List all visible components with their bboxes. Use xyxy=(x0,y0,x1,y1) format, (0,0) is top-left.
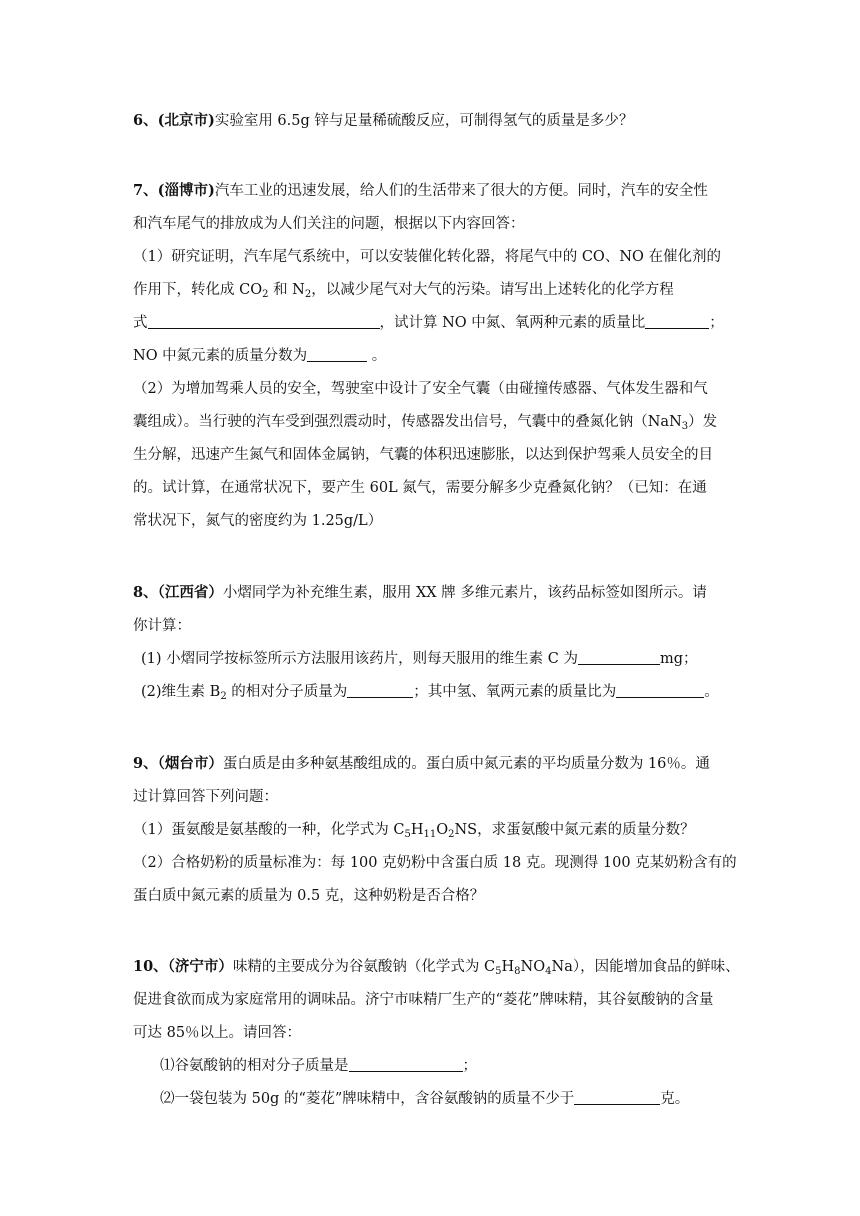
q9-part2-line-1: （2）合格奶粉的质量标准为：每 100 克奶粉中含蛋白质 18 克。现测得 100 克某奶粉含有的 xyxy=(133,855,737,871)
q7-part2-line-2: 囊组成）。当行驶的汽车受到强烈震动时，传感器发出信号，气囊中的叠氮化钠（NaN$_3$）发 xyxy=(133,414,718,432)
vitamin-c-blank[interactable] xyxy=(578,650,660,665)
q8-line-1: 8、（江西省）小熠同学为补充维生素，服用 XX 牌 多维元素片，该药品标签如图所示。请 xyxy=(133,584,707,601)
q8-source: （江西省） xyxy=(157,584,223,601)
q9-part1: （1）蛋氨酸是氨基酸的一种，化学式为 $C_5H_{11}O_2NS$，求蛋氨酸中氮元素的质量分数？ xyxy=(133,822,695,840)
q8-part1: (1) 小熠同学按标签所示方法服用该药片，则每天服用的维生素 C 为 mg； xyxy=(141,651,698,667)
q10-line-2: 促进食欲而成为家庭常用的调味品。济宁市味精厂生产的“菱花”牌味精，其谷氨酸钠的含量 xyxy=(133,992,714,1008)
q7-line-2: 和汽车尾气的排放成为人们关注的问题，根据以下内容回答： xyxy=(133,216,525,232)
hydrogen-oxygen-ratio-blank[interactable] xyxy=(616,683,704,698)
q9-line-1: 9、（烟台市）蛋白质是由多种氨基酸组成的。蛋白质中氮元素的平均质量分数为 16％。通 xyxy=(133,755,710,772)
equation-blank[interactable] xyxy=(148,314,380,329)
q6-number: 6、 xyxy=(133,112,158,129)
q8-line-2: 你计算： xyxy=(133,618,191,634)
q10-part1: ⑴谷氨酸钠的相对分子质量是 ； xyxy=(160,1058,477,1074)
q9-number: 9、 xyxy=(133,755,158,772)
q6-line xyxy=(133,111,733,131)
q10-part2: ⑵一袋包装为 50g 的“菱花”牌味精中，含谷氨酸钠的质量不少于 克。 xyxy=(160,1091,690,1107)
q7-part1-line-1: （1）研究证明，汽车尾气系统中，可以安装催化转化器，将尾气中的 CO、NO 在催化剂的 xyxy=(133,249,721,265)
q9-source: （烟台市） xyxy=(157,755,223,772)
q7-part2-line-1: （2）为增加驾乘人员的安全，驾驶室中设计了安全气囊（由碰撞传感器、气体发生器和气 xyxy=(133,381,708,397)
msg-molecular-mass-blank[interactable] xyxy=(349,1057,463,1072)
q7-number: 7、 xyxy=(133,182,158,199)
q8-part2: (2)维生素 $B_2$ 的相对分子质量为 ；其中氢、氧两元素的质量比为 。 xyxy=(141,684,719,702)
q9-line-2: 过计算回答下列问题： xyxy=(133,789,278,805)
q7-part1-line-2: 作用下，转化成 $CO_2$ 和 $N_2$，以减少尾气对大气的污染。请写出上述转化的化学方程 xyxy=(133,282,674,300)
q6-text: 实验室用 6.5g 锌与足量稀硫酸反应，可制得氢气的质量是多少？ xyxy=(214,113,634,129)
msg-mass-blank[interactable] xyxy=(574,1090,660,1105)
q7-source: (淄博市) xyxy=(157,182,215,199)
q7-part2-line-4: 的。试计算，在通常状况下，要产生 60L 氮气，需要分解多少克叠氮化钠？（已知：在通 xyxy=(133,480,707,496)
q7-part1-line-4: NO 中氮元素的质量分数为 。 xyxy=(133,348,387,364)
q7-part1-line-3: 式 ，试计算 NO 中氮、氧两种元素的质量比 ； xyxy=(133,315,724,331)
q7-line-1: 7、(淄博市)汽车工业的迅速发展，给人们的生活带来了很大的方便。同时，汽车的安全性 xyxy=(133,182,708,199)
q7-part2-line-5: 常状况下，氮气的密度约为 1.25g/L） xyxy=(133,513,383,529)
q10-line-3: 可达 85％以上。请回答： xyxy=(133,1025,302,1041)
q10-source: （济宁市） xyxy=(167,958,233,975)
q7-part2-line-3: 生分解，迅速产生氮气和固体金属钠，气囊的体积迅速膨胀，以达到保护驾乘人员安全的目 xyxy=(133,447,713,463)
q8-number: 8、 xyxy=(133,584,158,601)
molecular-mass-blank[interactable] xyxy=(347,683,413,698)
mass-ratio-blank[interactable] xyxy=(645,314,709,329)
q10-number: 10、 xyxy=(133,958,168,975)
q6-source: (北京市) xyxy=(157,112,215,129)
q9-part2-line-2: 蛋白质中氮元素的质量为 0.5 克，这种奶粉是否合格？ xyxy=(133,888,485,904)
q10-line-1: 10、（济宁市）味精的主要成分为谷氨酸钠（化学式为 $C_5H_8NO_4Na$），因能增加食品的鲜味、 xyxy=(133,958,740,977)
mass-fraction-blank[interactable] xyxy=(307,347,367,362)
